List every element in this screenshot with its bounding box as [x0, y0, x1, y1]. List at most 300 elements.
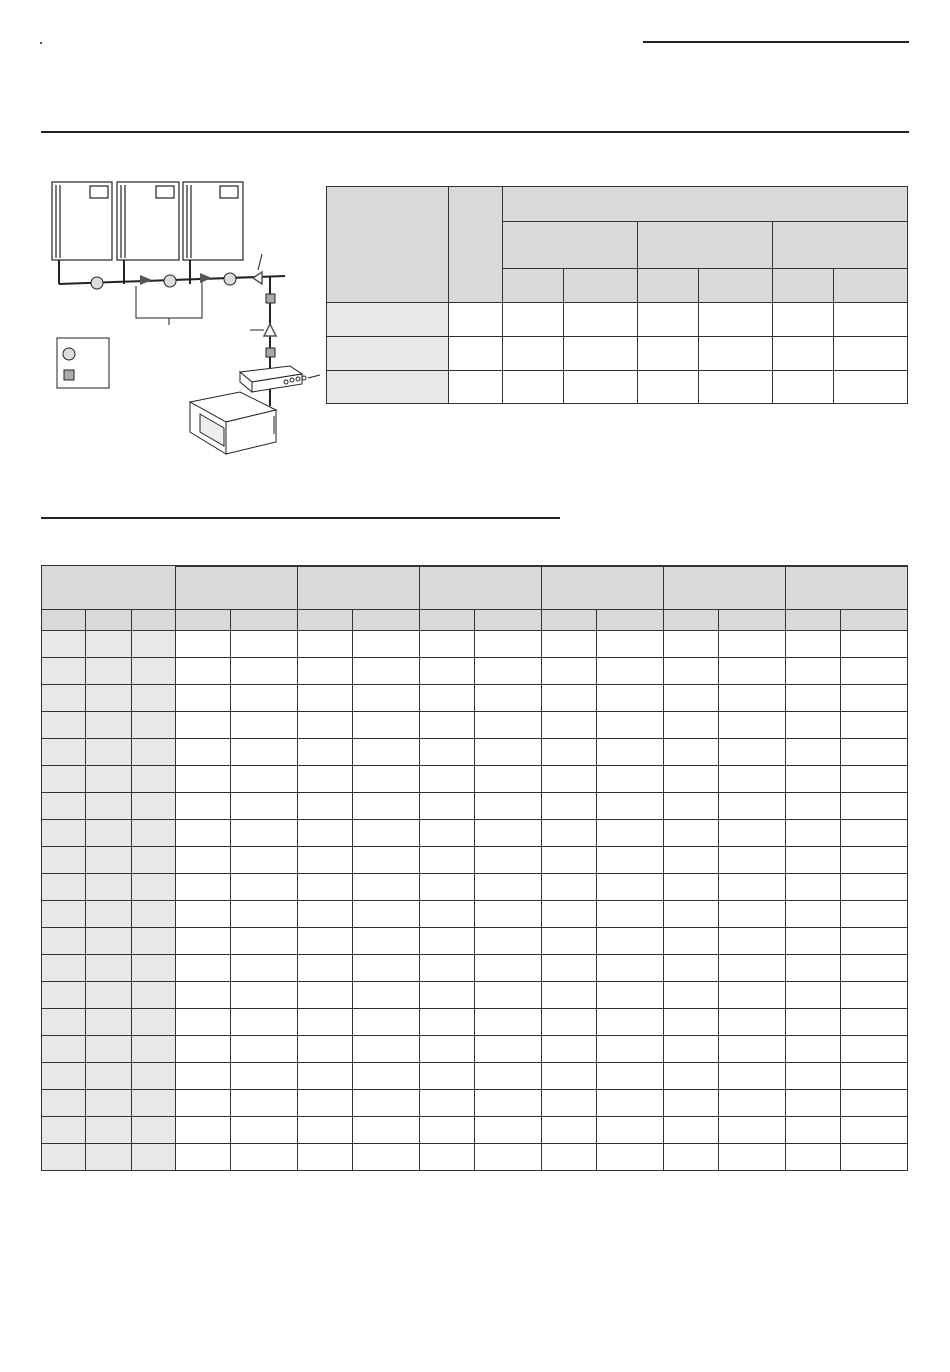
table-cell — [298, 1117, 353, 1144]
table-cell — [475, 793, 542, 820]
table-cell — [353, 820, 420, 847]
table-cell — [786, 955, 841, 982]
table-cell — [298, 1009, 353, 1036]
table-cell — [86, 847, 132, 874]
table-cell — [841, 1063, 908, 1090]
table-cell — [298, 1090, 353, 1117]
table-cell — [786, 739, 841, 766]
table-cell — [353, 1063, 420, 1090]
table-row — [42, 1117, 908, 1144]
table-cell — [420, 712, 475, 739]
table-cell — [298, 1063, 353, 1090]
table-cell — [353, 955, 420, 982]
table-row — [42, 1036, 908, 1063]
table-cell — [841, 793, 908, 820]
table-cell — [176, 1036, 231, 1063]
table-cell — [86, 982, 132, 1009]
table-cell — [420, 685, 475, 712]
table-row — [42, 1063, 908, 1090]
table-cell — [420, 1036, 475, 1063]
table-cell — [475, 1036, 542, 1063]
table-cell — [664, 955, 719, 982]
table-cell — [542, 739, 597, 766]
table-cell — [298, 712, 353, 739]
table-cell — [176, 1009, 231, 1036]
table-cell — [353, 1117, 420, 1144]
table-cell — [86, 712, 132, 739]
table-cell — [420, 766, 475, 793]
table-cell — [132, 955, 176, 982]
table-row — [42, 847, 908, 874]
table-cell — [786, 874, 841, 901]
table-cell — [176, 820, 231, 847]
table-cell — [176, 685, 231, 712]
table-cell — [298, 1144, 353, 1171]
table-row — [42, 1009, 908, 1036]
table-cell — [86, 1036, 132, 1063]
table-cell — [786, 820, 841, 847]
table-cell — [719, 631, 786, 658]
table-cell — [475, 847, 542, 874]
table-cell — [719, 928, 786, 955]
table-cell — [719, 1144, 786, 1171]
table-cell — [786, 901, 841, 928]
table-cell — [86, 631, 132, 658]
table-cell — [841, 820, 908, 847]
table-cell — [719, 955, 786, 982]
table-cell — [542, 685, 597, 712]
table-cell — [420, 1090, 475, 1117]
table-cell — [786, 1063, 841, 1090]
table-row — [327, 303, 908, 337]
table-cell — [664, 793, 719, 820]
table-cell — [542, 766, 597, 793]
table-cell — [231, 631, 298, 658]
table-cell — [231, 982, 298, 1009]
table-cell — [719, 793, 786, 820]
table-cell — [475, 901, 542, 928]
table-cell — [475, 658, 542, 685]
table-cell — [176, 766, 231, 793]
table-cell — [542, 874, 597, 901]
table-cell — [420, 793, 475, 820]
table-cell — [231, 901, 298, 928]
table-cell — [475, 1090, 542, 1117]
table-cell — [231, 766, 298, 793]
table-cell — [664, 1036, 719, 1063]
table-cell — [132, 901, 176, 928]
table-cell — [475, 766, 542, 793]
table-cell — [475, 982, 542, 1009]
section-rule-2 — [41, 517, 560, 519]
table-cell — [231, 685, 298, 712]
table-cell — [664, 1144, 719, 1171]
table-cell — [231, 1009, 298, 1036]
table-cell — [298, 631, 353, 658]
table-cell — [597, 1090, 664, 1117]
table-cell — [176, 901, 231, 928]
table-cell — [542, 982, 597, 1009]
table-cell — [841, 685, 908, 712]
table-cell — [298, 685, 353, 712]
table-cell — [664, 631, 719, 658]
table-cell — [353, 1036, 420, 1063]
table-row — [42, 712, 908, 739]
table-cell — [841, 1009, 908, 1036]
table-cell — [86, 658, 132, 685]
table-cell — [841, 1036, 908, 1063]
table-row — [42, 874, 908, 901]
table-cell — [664, 712, 719, 739]
table-cell — [420, 1063, 475, 1090]
table-cell — [719, 1009, 786, 1036]
table-row — [42, 1144, 908, 1171]
table-cell — [231, 658, 298, 685]
table-cell — [353, 712, 420, 739]
table-cell — [597, 901, 664, 928]
table-cell — [786, 1036, 841, 1063]
table-cell — [86, 766, 132, 793]
table-cell — [231, 793, 298, 820]
table-cell — [231, 712, 298, 739]
table-cell — [132, 982, 176, 1009]
table-cell — [86, 874, 132, 901]
table-cell — [176, 955, 231, 982]
table-cell — [176, 1063, 231, 1090]
table-cell — [719, 874, 786, 901]
section-rule-1 — [41, 131, 909, 133]
table-cell — [420, 1144, 475, 1171]
table-cell — [664, 1063, 719, 1090]
table-cell — [664, 1117, 719, 1144]
table-cell — [719, 739, 786, 766]
table-cell — [597, 766, 664, 793]
table-cell — [475, 928, 542, 955]
table-row — [327, 371, 908, 404]
table-cell — [176, 1144, 231, 1171]
table-cell — [42, 982, 86, 1009]
table-cell — [841, 766, 908, 793]
table-cell — [475, 685, 542, 712]
table-cell — [664, 739, 719, 766]
table-cell — [353, 982, 420, 1009]
table-cell — [664, 658, 719, 685]
table-cell — [597, 1036, 664, 1063]
table-cell — [420, 928, 475, 955]
table-cell — [420, 658, 475, 685]
table-cell — [42, 955, 86, 982]
table-cell — [841, 631, 908, 658]
table-cell — [353, 901, 420, 928]
table-cell — [786, 766, 841, 793]
table-cell — [176, 658, 231, 685]
table-cell — [231, 1036, 298, 1063]
table-cell — [231, 739, 298, 766]
table-cell — [298, 955, 353, 982]
table-cell — [298, 739, 353, 766]
table-cell — [132, 793, 176, 820]
table-cell — [719, 1090, 786, 1117]
table-cell — [353, 874, 420, 901]
table-cell — [231, 928, 298, 955]
table-cell — [664, 874, 719, 901]
table-cell — [475, 1144, 542, 1171]
table-cell — [597, 874, 664, 901]
table-cell — [597, 982, 664, 1009]
table-cell — [231, 847, 298, 874]
table-cell — [132, 928, 176, 955]
table-cell — [841, 847, 908, 874]
table-cell — [542, 955, 597, 982]
table-cell — [719, 820, 786, 847]
table-row — [42, 955, 908, 982]
table-row — [42, 631, 908, 658]
table-cell — [664, 1090, 719, 1117]
table-cell — [132, 1117, 176, 1144]
table-cell — [542, 658, 597, 685]
indoor-cassette — [190, 392, 276, 454]
table-cell — [231, 1090, 298, 1117]
table-cell — [86, 955, 132, 982]
table-cell — [719, 658, 786, 685]
table-cell — [597, 739, 664, 766]
table-cell — [420, 847, 475, 874]
table-cell — [132, 1144, 176, 1171]
combination-table — [41, 565, 908, 1171]
table-cell — [86, 1144, 132, 1171]
table-cell — [231, 955, 298, 982]
table-row — [42, 820, 908, 847]
table-cell — [786, 982, 841, 1009]
table-cell — [475, 631, 542, 658]
table-cell — [231, 1117, 298, 1144]
table-cell — [719, 847, 786, 874]
table-cell — [176, 928, 231, 955]
table-cell — [664, 766, 719, 793]
table-cell — [542, 631, 597, 658]
table-cell — [786, 631, 841, 658]
table-cell — [420, 1009, 475, 1036]
table-cell — [542, 847, 597, 874]
table-cell — [132, 631, 176, 658]
table-cell — [298, 874, 353, 901]
table-cell — [786, 928, 841, 955]
table-cell — [841, 928, 908, 955]
table-cell — [475, 820, 542, 847]
table-cell — [176, 793, 231, 820]
table-cell — [786, 685, 841, 712]
table-cell — [42, 658, 86, 685]
table-cell — [176, 712, 231, 739]
table-cell — [664, 901, 719, 928]
table-cell — [132, 1036, 176, 1063]
table-cell — [420, 1117, 475, 1144]
table-cell — [42, 793, 86, 820]
table-cell — [176, 874, 231, 901]
piping-diagram — [40, 170, 330, 460]
table-cell — [786, 1144, 841, 1171]
table-cell — [841, 1144, 908, 1171]
table-cell — [786, 1117, 841, 1144]
table-cell — [841, 712, 908, 739]
table-cell — [42, 1090, 86, 1117]
table-cell — [353, 739, 420, 766]
table-cell — [597, 793, 664, 820]
table-cell — [542, 1036, 597, 1063]
table-cell — [42, 874, 86, 901]
table-cell — [542, 928, 597, 955]
table-cell — [719, 712, 786, 739]
table-cell — [597, 847, 664, 874]
table-cell — [353, 766, 420, 793]
table-cell — [132, 658, 176, 685]
table-cell — [841, 982, 908, 1009]
table-cell — [298, 982, 353, 1009]
table-cell — [542, 1144, 597, 1171]
table-cell — [664, 685, 719, 712]
table-cell — [176, 739, 231, 766]
table-cell — [719, 685, 786, 712]
table-cell — [132, 847, 176, 874]
table-cell — [786, 1009, 841, 1036]
table-cell — [841, 739, 908, 766]
table-row — [327, 337, 908, 371]
table-cell — [298, 793, 353, 820]
table-cell — [42, 847, 86, 874]
table-cell — [86, 1063, 132, 1090]
table-cell — [420, 982, 475, 1009]
table-cell — [231, 1144, 298, 1171]
table-cell — [542, 1090, 597, 1117]
table-cell — [176, 1090, 231, 1117]
table-cell — [176, 847, 231, 874]
table-cell — [597, 1009, 664, 1036]
table-cell — [475, 712, 542, 739]
table-cell — [786, 1090, 841, 1117]
table-cell — [298, 928, 353, 955]
table-cell — [86, 793, 132, 820]
outdoor-unit-3 — [183, 182, 243, 260]
table-cell — [597, 1144, 664, 1171]
table-cell — [597, 1063, 664, 1090]
table-cell — [298, 901, 353, 928]
table-cell — [719, 901, 786, 928]
table-cell — [42, 739, 86, 766]
table-cell — [542, 1063, 597, 1090]
table-cell — [719, 1117, 786, 1144]
table-cell — [42, 901, 86, 928]
table-cell — [42, 1063, 86, 1090]
table-cell — [841, 901, 908, 928]
table-row — [42, 1090, 908, 1117]
table-cell — [597, 928, 664, 955]
table-cell — [542, 901, 597, 928]
table-cell — [420, 874, 475, 901]
table-cell — [86, 739, 132, 766]
table-cell — [841, 1117, 908, 1144]
table-cell — [353, 1009, 420, 1036]
table-cell — [353, 928, 420, 955]
table-cell — [719, 982, 786, 1009]
table-row — [42, 928, 908, 955]
table-cell — [132, 1090, 176, 1117]
table-cell — [719, 1063, 786, 1090]
table-cell — [542, 1009, 597, 1036]
table-cell — [42, 766, 86, 793]
table-cell — [664, 928, 719, 955]
table-cell — [786, 793, 841, 820]
table-cell — [597, 685, 664, 712]
table-cell — [353, 847, 420, 874]
table-cell — [597, 658, 664, 685]
table-cell — [86, 1117, 132, 1144]
table-cell — [353, 1090, 420, 1117]
table-cell — [475, 1117, 542, 1144]
table-cell — [353, 631, 420, 658]
table-row — [42, 982, 908, 1009]
table-cell — [542, 1117, 597, 1144]
table-cell — [420, 955, 475, 982]
table-cell — [664, 982, 719, 1009]
table-cell — [597, 820, 664, 847]
table-cell — [176, 982, 231, 1009]
table-cell — [542, 793, 597, 820]
table-row — [42, 685, 908, 712]
table-cell — [664, 820, 719, 847]
table-cell — [86, 901, 132, 928]
table-cell — [420, 631, 475, 658]
table-cell — [420, 901, 475, 928]
legend-box — [57, 338, 109, 388]
table-cell — [86, 1090, 132, 1117]
table-cell — [597, 955, 664, 982]
table-row — [42, 793, 908, 820]
pipe-circles — [91, 273, 236, 289]
table-cell — [475, 1063, 542, 1090]
table-cell — [786, 847, 841, 874]
table-cell — [132, 874, 176, 901]
table-cell — [132, 712, 176, 739]
table-cell — [597, 1117, 664, 1144]
table-cell — [841, 874, 908, 901]
table-cell — [132, 739, 176, 766]
table-cell — [719, 766, 786, 793]
table-cell — [42, 928, 86, 955]
table-cell — [176, 1117, 231, 1144]
page-mark — [40, 42, 42, 44]
table-cell — [475, 874, 542, 901]
table-cell — [298, 658, 353, 685]
table-cell — [42, 820, 86, 847]
table-cell — [231, 874, 298, 901]
table-cell — [841, 658, 908, 685]
table-cell — [231, 820, 298, 847]
table-cell — [132, 766, 176, 793]
table-cell — [298, 820, 353, 847]
table-cell — [132, 820, 176, 847]
table-cell — [298, 847, 353, 874]
table-cell — [597, 631, 664, 658]
capacity-table — [326, 186, 908, 404]
table-cell — [475, 1009, 542, 1036]
table-cell — [542, 820, 597, 847]
table-cell — [841, 955, 908, 982]
table-cell — [664, 847, 719, 874]
table-cell — [176, 631, 231, 658]
table-cell — [231, 1063, 298, 1090]
table-cell — [353, 793, 420, 820]
table-cell — [86, 685, 132, 712]
